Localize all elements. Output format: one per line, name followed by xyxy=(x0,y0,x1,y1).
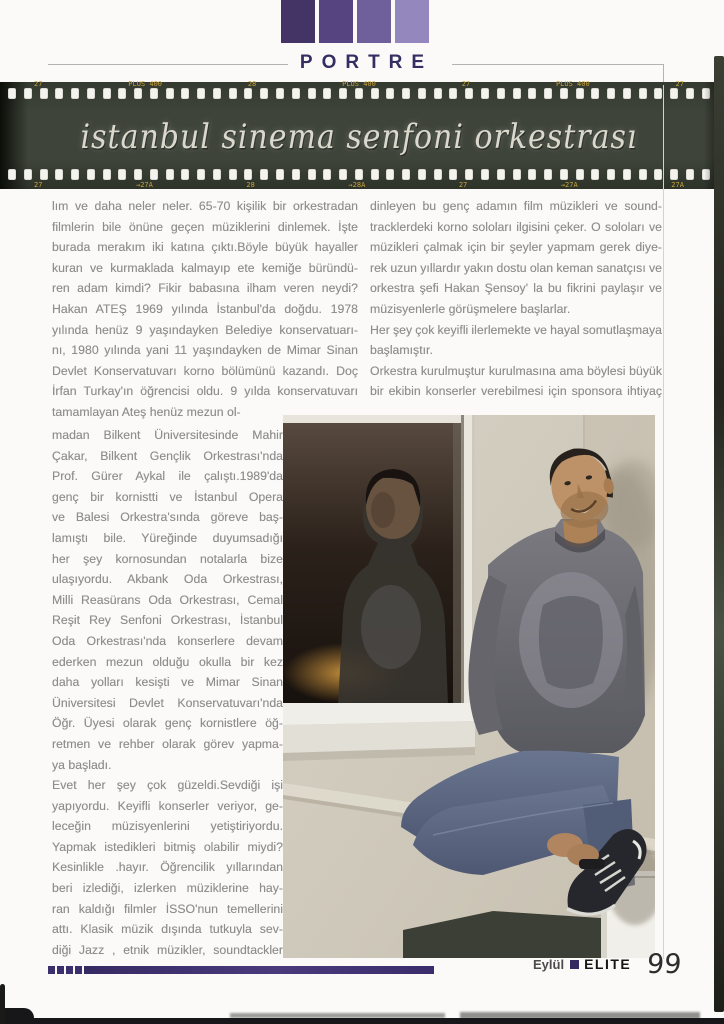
article-line: Kesinlikle .hayır. Öğrencilik yıllarından xyxy=(52,860,283,875)
article-line: burada merakım iki katına çıktı.Böyle büyük hayaller xyxy=(52,240,358,255)
sprocket-hole xyxy=(497,88,505,99)
article-line: tamamlayan Ateş henüz mezun ol- xyxy=(52,404,241,419)
sprocket-hole xyxy=(308,169,316,180)
sprocket-hole xyxy=(55,88,63,99)
sprocket-hole xyxy=(576,88,584,99)
sprocket-hole xyxy=(308,88,316,99)
film-frame-number: 27A xyxy=(671,181,684,189)
article-line: Yapmak istedikleri bitmiş olabilir miydi? xyxy=(52,839,283,854)
sprocket-hole xyxy=(24,88,32,99)
article-line: daha yolları kesişti ve Mimar Sinan xyxy=(52,675,283,690)
sprocket-hole xyxy=(528,169,536,180)
article-title: istanbul sinema senfoni orkestrası xyxy=(80,117,638,158)
sprocket-hole xyxy=(371,88,379,99)
film-frame-number: PLUS 400 xyxy=(128,80,162,88)
article-line: dinleyen bu genç adamın film müzikleri ve sound- xyxy=(370,199,662,213)
footer-page-number: 99 xyxy=(646,948,683,980)
sprocket-hole xyxy=(181,88,189,99)
sprocket-hole xyxy=(465,88,473,99)
footer-bar-segment xyxy=(66,966,73,974)
section-color-squares xyxy=(281,0,429,43)
article-line: İrfan Turkay'ın öğrencisi oldu. 9 yılda konservatuvarı xyxy=(52,384,358,399)
sprocket-hole xyxy=(229,88,237,99)
sprocket-hole xyxy=(150,88,158,99)
sprocket-hole xyxy=(449,88,457,99)
sprocket-hole xyxy=(8,88,16,99)
film-frame-number: 28 xyxy=(246,181,255,189)
article-column-right xyxy=(370,196,662,402)
sprocket-hole xyxy=(639,88,647,99)
sprocket-hole xyxy=(544,169,552,180)
article-line: filmlerin bile önüne geçen müziklerini dinlemek. İşte xyxy=(52,219,358,234)
sprocket-hole xyxy=(607,88,615,99)
film-sprocket-row-top xyxy=(8,88,710,99)
sprocket-hole xyxy=(103,88,111,99)
sprocket-hole xyxy=(103,169,111,180)
article-line: lım ve daha neler neler. 65-70 kişilik bir orkestradan xyxy=(52,199,358,213)
film-frame-number: 27 xyxy=(34,80,43,88)
sprocket-hole xyxy=(418,88,426,99)
article-line: retmen ve rehber olarak görev yapma- xyxy=(52,736,283,751)
sprocket-hole xyxy=(497,169,505,180)
article-line: beri izlediği, izlerken müziklerine hay- xyxy=(52,881,283,896)
scan-edge-left-bottom xyxy=(0,984,5,1024)
sprocket-hole xyxy=(576,169,584,180)
section-title: PORTRE xyxy=(299,52,434,73)
sprocket-hole xyxy=(639,169,647,180)
article-line: leceğin müzisyenlerini yetiştiriyordu. xyxy=(52,819,283,834)
portrait-photo-illustration xyxy=(283,415,655,958)
film-frame-number: →27A xyxy=(560,181,578,189)
sprocket-hole xyxy=(213,169,221,180)
film-frame-number: PLUS 400 xyxy=(555,80,590,88)
article-line: müzikleri çalmak için bir şeyler yapmam gerek diye- xyxy=(370,240,662,255)
sprocket-hole xyxy=(434,88,442,99)
article-line: diği Jazz , etnik müzikler, soundtackler xyxy=(52,942,283,957)
sprocket-hole xyxy=(323,88,331,99)
sprocket-hole xyxy=(702,169,710,180)
header-rule-left xyxy=(48,64,288,65)
article-line: her şey kornosundan notalarla bize xyxy=(52,551,283,566)
film-frame-number: 27 xyxy=(461,80,471,88)
film-edge-markings-top xyxy=(34,80,684,88)
article-line: madan Bilkent Üniversitesinde Mahir xyxy=(52,428,283,442)
sprocket-hole xyxy=(244,169,252,180)
color-square xyxy=(281,0,315,43)
article-line: orkestra şefi Hakan Şensoy' la bu fikrini paylaşır ve xyxy=(370,281,662,296)
article-line: ya başladı. xyxy=(52,757,112,772)
sprocket-hole xyxy=(654,88,662,99)
sprocket-hole xyxy=(244,88,252,99)
sprocket-hole xyxy=(686,88,694,99)
sprocket-hole xyxy=(181,169,189,180)
sprocket-hole xyxy=(371,169,379,180)
article-line: lamıştı bile. Yüreğinde duyumsadığı xyxy=(52,530,283,545)
film-frame-number: →27A xyxy=(136,181,153,189)
article-line: Devlet Konservatuvarı korno bölümünü kazandı. Doç xyxy=(52,363,358,378)
film-frame-number: 28 xyxy=(247,80,257,88)
portrait-photo xyxy=(283,415,655,958)
page-fold-line xyxy=(663,85,664,959)
color-square xyxy=(395,0,429,43)
film-frame-number: PLUS 400 xyxy=(342,80,376,88)
sprocket-hole xyxy=(481,88,489,99)
sprocket-hole xyxy=(229,169,237,180)
sprocket-hole xyxy=(134,88,142,99)
sprocket-hole xyxy=(591,88,599,99)
sprocket-hole xyxy=(55,169,63,180)
footer-bar-segment xyxy=(57,966,64,974)
sprocket-hole xyxy=(591,169,599,180)
article-line: ren adam kimdi? Fikir babasına ilham veren neydi? xyxy=(52,281,358,296)
article-line: Hakan ATEŞ 1969 yılında İstanbul'da doğdu. 1978 xyxy=(52,301,358,316)
sprocket-hole xyxy=(260,88,268,99)
article-column-narrow-left xyxy=(52,425,283,960)
sprocket-hole xyxy=(386,169,394,180)
sprocket-hole xyxy=(560,169,568,180)
sprocket-hole xyxy=(87,88,95,99)
footer-month: Eylül xyxy=(533,956,565,972)
sprocket-hole xyxy=(402,88,410,99)
article-line: Prof. Gürer Aykal ile çalıştı.1989'da xyxy=(52,469,283,484)
sprocket-hole xyxy=(481,169,489,180)
sprocket-hole xyxy=(276,169,284,180)
sprocket-hole xyxy=(134,169,142,180)
film-strip-banner xyxy=(0,82,718,189)
sprocket-hole xyxy=(434,169,442,180)
article-line: Orkestra kurulmuştur kurulmasına ama böylesi büyük xyxy=(370,363,662,378)
article-line: Her şey çok keyifli ilerlemekte ve hayal somutlaşmaya xyxy=(370,322,662,337)
sprocket-hole xyxy=(355,88,363,99)
sprocket-hole xyxy=(87,169,95,180)
sprocket-hole xyxy=(197,169,205,180)
sprocket-hole xyxy=(528,88,536,99)
sprocket-hole xyxy=(702,88,710,99)
article-line: genç bir kornistti ve İstanbul Opera xyxy=(52,489,283,504)
footer-info xyxy=(533,948,682,980)
sprocket-hole xyxy=(197,88,205,99)
film-frame-number: 27 xyxy=(675,80,684,88)
sprocket-hole xyxy=(276,88,284,99)
film-sprocket-row-bottom xyxy=(8,169,710,180)
article-column-top-left xyxy=(52,196,358,423)
sprocket-hole xyxy=(166,169,174,180)
article-line: Milli Reasürans Oda Orkestrası, Cemal xyxy=(52,592,283,607)
footer-square-icon xyxy=(570,960,579,969)
article-line: müzisyenlerle görüşmelere başlarlar. xyxy=(370,301,571,316)
article-line: ulaşıyordu. Akbank Oda Orkestrası, xyxy=(52,572,283,587)
sprocket-hole xyxy=(465,169,473,180)
article-line: Reşit Rey Senfoni Orkestrası, İstanbul xyxy=(52,613,283,628)
sprocket-hole xyxy=(150,169,158,180)
article-line: Evet her şey çok güzeldi.Sevdiği işi xyxy=(52,778,283,793)
article-line: Üniversitesi Devlet Konservatuvarı'nda xyxy=(52,695,283,710)
sprocket-hole xyxy=(355,169,363,180)
scan-edge-right xyxy=(714,56,724,1012)
header-rule-right xyxy=(452,64,663,65)
sprocket-hole xyxy=(513,88,521,99)
article-line: başlamıştır. xyxy=(370,343,433,358)
sprocket-hole xyxy=(386,88,394,99)
sprocket-hole xyxy=(560,88,568,99)
color-square xyxy=(357,0,391,43)
film-edge-markings-bottom xyxy=(34,181,684,189)
article-line: attı. Klasik müzik dışında tutkuyla sev- xyxy=(52,922,283,937)
sprocket-hole xyxy=(607,169,615,180)
article-line: bir ekibin konserler verebilmesi için sponsora ihtiyaç xyxy=(370,384,662,399)
sprocket-hole xyxy=(544,88,552,99)
article-line: rek uzun yıllardır yakın dostu olan keman sanatçısı ve xyxy=(370,260,662,275)
article-line: nı, 1980 yılında yani 11 yaşındayken de Mimar Sinan xyxy=(52,343,358,358)
article-line: kuran ve kurmaklada kalmayıp ete kemiğe büründü- xyxy=(52,260,358,275)
sprocket-hole xyxy=(292,169,300,180)
article-line: ran kaldığı filmler İSSO'nun temellerini xyxy=(52,901,283,916)
footer-bar-line xyxy=(84,966,434,974)
sprocket-hole xyxy=(40,169,48,180)
film-frame-number: 27 xyxy=(458,181,468,189)
sprocket-hole xyxy=(118,169,126,180)
sprocket-hole xyxy=(686,169,694,180)
sprocket-hole xyxy=(402,169,410,180)
sprocket-hole xyxy=(418,169,426,180)
sprocket-hole xyxy=(670,88,678,99)
sprocket-hole xyxy=(623,169,631,180)
article-line: ve Balesi Orkestra'sında göreve baş- xyxy=(52,510,283,525)
sprocket-hole xyxy=(654,169,662,180)
article-line: yapıyordu. Keyifli konserler veriyor, ge- xyxy=(52,798,283,813)
film-frame-number: →28A xyxy=(348,181,366,189)
film-frame-number: 27 xyxy=(34,181,43,189)
footer-accent-bar xyxy=(48,966,434,974)
sprocket-hole xyxy=(670,169,678,180)
sprocket-hole xyxy=(40,88,48,99)
sprocket-hole xyxy=(118,88,126,99)
article-line: tracklerdeki korno soloları ilgisini çeker. O soloları ve xyxy=(370,219,662,234)
sprocket-hole xyxy=(449,169,457,180)
sprocket-hole xyxy=(339,169,347,180)
sprocket-hole xyxy=(8,169,16,180)
sprocket-hole xyxy=(292,88,300,99)
sprocket-hole xyxy=(71,88,79,99)
sprocket-hole xyxy=(71,169,79,180)
sprocket-hole xyxy=(166,88,174,99)
article-line: Öğr. Üyesi olarak genç kornistlere öğ- xyxy=(52,716,283,731)
scan-edge-bottom xyxy=(0,1018,724,1024)
sprocket-hole xyxy=(260,169,268,180)
sprocket-hole xyxy=(24,169,32,180)
sprocket-hole xyxy=(213,88,221,99)
article-line: ederken mezun olduğu okulla bir kez xyxy=(52,654,283,669)
footer-bar-segment xyxy=(75,966,82,974)
footer-brand: ELITE xyxy=(584,956,632,972)
footer-bar-segment xyxy=(48,966,55,974)
article-line: Çakar, Bilkent Gençlik Orkestrası'nda xyxy=(52,448,283,463)
sprocket-hole xyxy=(513,169,521,180)
article-line: Oda Orkestrası'nda konserlere devam xyxy=(52,633,283,648)
sprocket-hole xyxy=(323,169,331,180)
sprocket-hole xyxy=(339,88,347,99)
article-line: yılında henüz 9 yaşındayken Belediye konservatuarı- xyxy=(52,322,358,337)
sprocket-hole xyxy=(623,88,631,99)
color-square xyxy=(319,0,353,43)
